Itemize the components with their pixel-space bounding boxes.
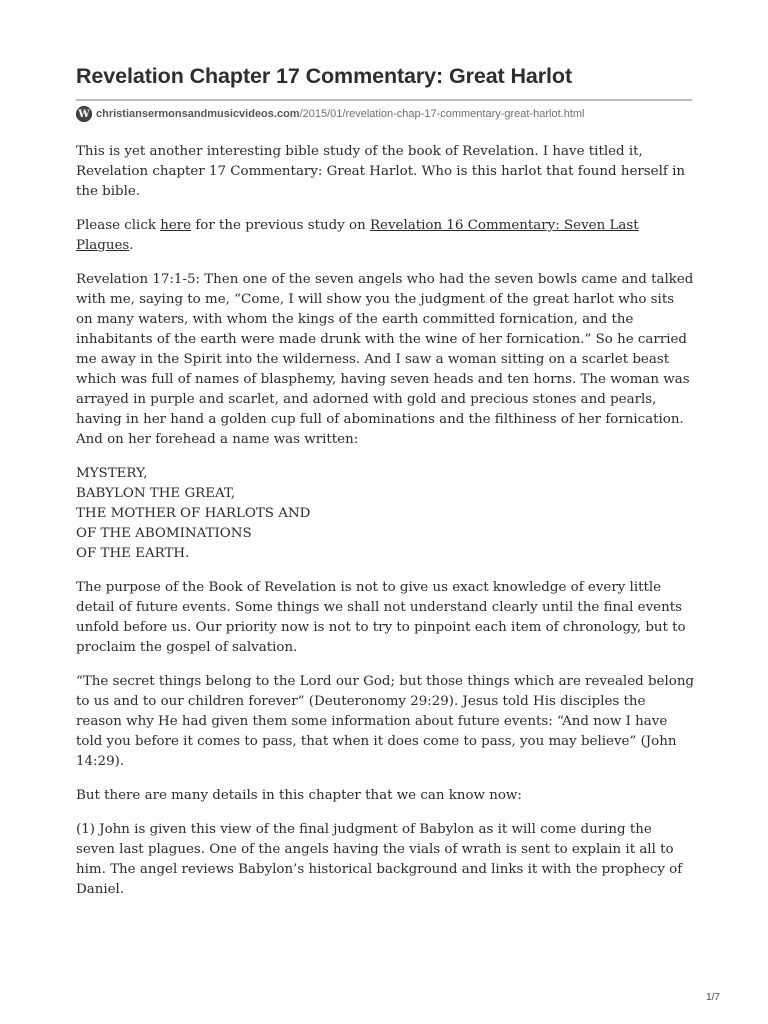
inscription-line: THE MOTHER OF HARLOTS AND xyxy=(76,506,311,521)
point-one-paragraph: (1) John is given this view of the final judgment of Babylon as it will come during the seven last plagues. One of the angels having the vials of wrath is sent to explain it all to him. The angel reviews Babylon’s historical background and links it with the prophecy of Daniel. xyxy=(76,822,683,897)
page-number: 1/7 xyxy=(706,992,720,1003)
page-title: Revelation Chapter 17 Commentary: Great Harlot xyxy=(76,64,573,88)
source-path[interactable]: /2015/01/revelation-chap-17-commentary-great-harlot.html xyxy=(299,108,585,120)
intro-paragraph: This is yet another interesting bible study of the book of Revelation. I have titled it, Revelation chapter 17 Commentary: Great Harlot. Who is this harlot that found herself in the bible. xyxy=(76,144,685,199)
previous-before-text: Please click xyxy=(76,218,161,233)
scripture-paragraph: Revelation 17:1-5: Then one of the seven angels who had the seven bowls came and talked with me, saying to me, “Come, I will show you the judgment of the great harlot who sits on many waters, with whom the kings of the earth committed fornication, and the inhabitants of the earth were made drunk with the wine of her fornication.” So he carried me away in the Spirit into the wilderness. And I saw a woman sitting on a scarlet beast which was full of names of blasphemy, having seven heads and ten horns. The woman was arrayed in purple and scarlet, and adorned with gold and precious stones and pearls, having in her hand a golden cup full of abominations and the filthiness of her fornication. And on her forehead a name was written: xyxy=(76,272,694,447)
previous-after-text: . xyxy=(129,238,134,253)
here-link[interactable]: here xyxy=(160,218,192,233)
forehead-inscription xyxy=(76,464,694,564)
article-body xyxy=(76,142,694,914)
inscription-line: OF THE EARTH. xyxy=(76,546,190,561)
inscription-line: MYSTERY, xyxy=(76,466,148,481)
title-divider xyxy=(76,99,692,101)
source-url[interactable] xyxy=(76,104,585,124)
secret-things-paragraph: “The secret things belong to the Lord our God; but those things which are revealed belong to us and to our children forever” (Deuteronomy 29:29). Jesus told His disciples the reason why He had given them some information about future events: “And now I have told you before it comes to pass, that when it does come to pass, you may believe” (John 14:29). xyxy=(76,674,695,769)
source-domain[interactable]: christiansermonsandmusicvideos.com xyxy=(96,108,300,120)
previous-middle-text: for the previous study on xyxy=(191,218,370,233)
purpose-paragraph: The purpose of the Book of Revelation is not to give us exact knowledge of every little detail of future events. Some things we shall not understand clearly until the final events unfold before us. Our priority now is not to try to pinpoint each item of chronology, but to proclaim the gospel of salvation. xyxy=(76,580,686,655)
previous-study-link[interactable]: Revelation 16 Commentary: Seven Last Plagues xyxy=(76,218,639,253)
details-intro-paragraph: But there are many details in this chapter that we can know now: xyxy=(76,788,522,803)
previous-study-paragraph xyxy=(76,216,694,256)
wordpress-icon: W xyxy=(76,106,92,122)
inscription-line: OF THE ABOMINATIONS xyxy=(76,526,252,541)
inscription-line: BABYLON THE GREAT, xyxy=(76,486,236,501)
